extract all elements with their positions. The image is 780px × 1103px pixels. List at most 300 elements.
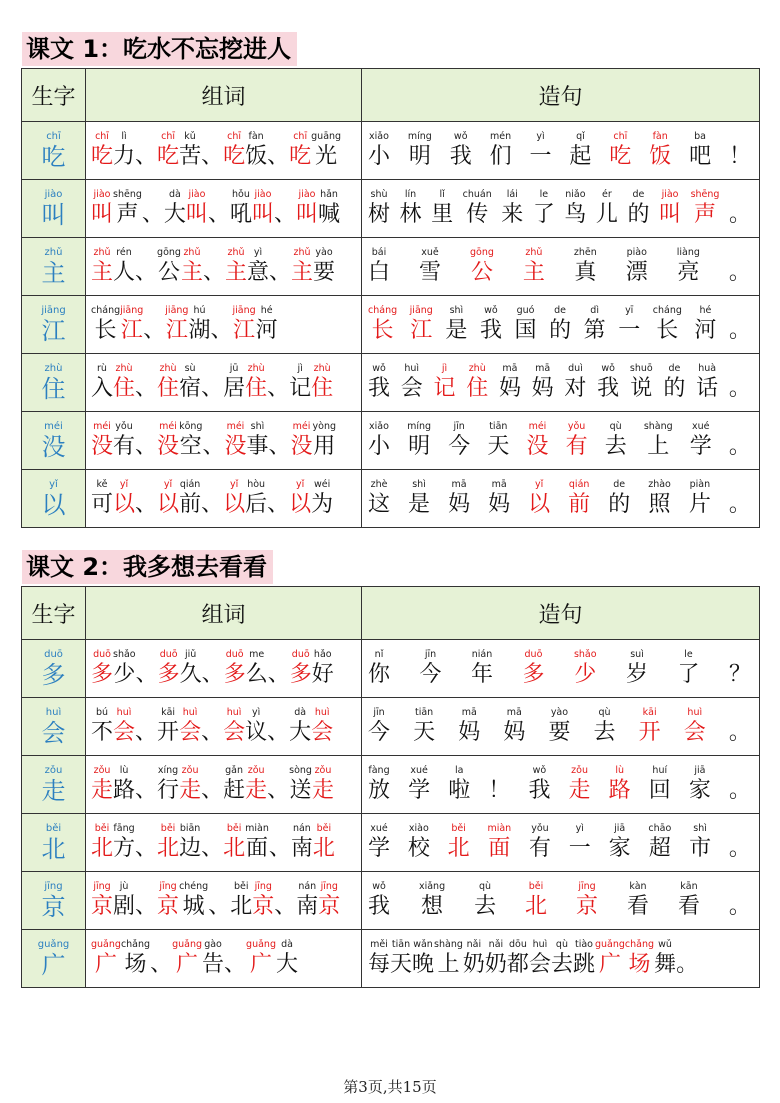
hanzi: 方 (113, 835, 136, 861)
hanzi: 、 (274, 893, 297, 919)
sent-syllable (548, 707, 570, 747)
pinyin: qù (598, 706, 611, 718)
pinyin: wǒ (372, 362, 386, 374)
words-syllable (157, 823, 179, 863)
hanzi: 第 (583, 317, 606, 343)
pinyin: nián (471, 648, 493, 660)
hanzi: 天 (390, 951, 413, 977)
char-pinyin: duō (44, 649, 63, 660)
words-syllable (113, 765, 135, 805)
pinyin: guǎng (172, 938, 203, 950)
hanzi: 、 (201, 491, 224, 517)
hanzi: 事 (246, 433, 269, 459)
words-syllable (179, 421, 202, 461)
words-syllable (223, 765, 245, 805)
pinyin: wǒ (532, 764, 547, 776)
hanzi: 要 (548, 719, 571, 745)
hanzi: 河 (255, 317, 278, 343)
sent-syllable (419, 649, 441, 689)
hanzi: 前 (568, 491, 591, 517)
pinyin: nán (292, 822, 311, 834)
pinyin: suì (630, 648, 644, 660)
words-syllable (181, 247, 203, 287)
words-syllable (135, 247, 157, 287)
sentence-cell (362, 872, 760, 930)
hanzi: 为 (311, 491, 334, 517)
hanzi: 大 (163, 201, 186, 227)
hanzi: 会 (179, 719, 202, 745)
char-pinyin: guǎng (37, 939, 70, 950)
hanzi: 住 (245, 375, 268, 401)
words-syllable (113, 707, 135, 747)
hanzi: 住 (311, 375, 334, 401)
pinyin: yì (251, 706, 261, 718)
pinyin: běi (226, 822, 242, 834)
hanzi: 后 (245, 491, 268, 517)
pinyin: běi (316, 822, 332, 834)
sent-syllable (466, 363, 488, 403)
sent-syllable (654, 939, 676, 979)
table-row (22, 930, 760, 988)
pinyin: mén (490, 130, 512, 142)
sent-syllable (532, 363, 554, 403)
words-syllable (252, 881, 274, 921)
pinyin: guāng (311, 130, 342, 142)
words-syllable (247, 247, 269, 287)
hanzi: 宿 (179, 375, 202, 401)
sent-syllable (663, 363, 685, 403)
hanzi: 主 (291, 259, 314, 285)
sent-syllable (490, 131, 512, 171)
sent-syllable (689, 765, 711, 805)
page-footer: 第3页,共15页 (343, 1078, 437, 1096)
header-words: 组词 (86, 587, 362, 640)
hanzi: 、 (201, 143, 224, 169)
hanzi: 记 (289, 375, 312, 401)
pinyin: ba (694, 130, 706, 142)
sent-syllable (526, 421, 548, 461)
pinyin: hǎn (320, 188, 338, 200)
sent-syllable (368, 305, 397, 345)
char-cell (22, 354, 86, 412)
char-cell (22, 930, 86, 988)
char-pinyin: yǐ (49, 479, 58, 490)
sent-syllable (433, 363, 455, 403)
words-syllable (179, 765, 201, 805)
words-syllable (150, 939, 172, 979)
hanzi: 今 (448, 433, 471, 459)
hanzi: 的 (549, 317, 572, 343)
pinyin: jù (119, 880, 129, 892)
hanzi: 每 (368, 951, 391, 977)
words-syllable (164, 189, 186, 229)
hanzi: 路 (608, 777, 631, 803)
words-syllable (313, 823, 335, 863)
pinyin: fàng (368, 764, 390, 776)
pinyin: zhēn (573, 246, 597, 258)
words-syllable (232, 305, 255, 345)
words-syllable (157, 247, 181, 287)
hanzi: 北 (157, 835, 180, 861)
hanzi: 送 (289, 777, 312, 803)
hanzi: 剧 (113, 893, 136, 919)
hanzi: 空 (179, 433, 202, 459)
pinyin: bú (95, 706, 109, 718)
pinyin: zhù (468, 362, 486, 374)
char-pinyin: chī (46, 131, 61, 142)
char-pinyin: jiào (44, 189, 63, 200)
words-syllable (91, 823, 113, 863)
pinyin: jīng (320, 880, 338, 892)
hanzi: 去 (604, 433, 627, 459)
pinyin: tiān (391, 938, 411, 950)
words-syllable (135, 131, 157, 171)
words-syllable (274, 189, 296, 229)
pinyin: tiào (574, 938, 593, 950)
hanzi: 少 (574, 661, 597, 687)
hanzi: 奶 (462, 951, 485, 977)
words-syllable (296, 881, 318, 921)
pinyin: qián (179, 478, 201, 490)
pinyin: chī (227, 130, 242, 142)
hanzi: 、 (135, 893, 158, 919)
hanzi: 主 (91, 259, 114, 285)
hanzi: 。 (728, 201, 751, 227)
char-hanzi: 住 (41, 375, 66, 403)
words-syllable (245, 363, 267, 403)
pinyin: le (684, 648, 693, 660)
hanzi: 么 (245, 661, 268, 687)
hanzi: 、 (201, 661, 224, 687)
char-cell (22, 872, 86, 930)
words-syllable (113, 881, 135, 921)
words-syllable (179, 707, 201, 747)
hanzi: 我 (528, 777, 551, 803)
words-syllable (202, 421, 224, 461)
words-cell (86, 296, 362, 354)
sent-syllable (574, 247, 597, 287)
hanzi: 、 (135, 143, 158, 169)
hanzi: 、 (135, 835, 158, 861)
sent-syllable (729, 881, 751, 921)
hanzi: 树 (368, 201, 391, 227)
pinyin: shì (250, 420, 265, 432)
sent-syllable (408, 823, 430, 863)
char-pinyin: zhǔ (44, 247, 63, 258)
pinyin: jīng (93, 880, 111, 892)
hanzi: 回 (648, 777, 671, 803)
hanzi: 的 (608, 491, 631, 517)
hanzi: 国 (514, 317, 537, 343)
sent-syllable (573, 939, 595, 979)
pinyin: wéi (314, 478, 331, 490)
words-syllable (291, 247, 313, 287)
pinyin: yào (315, 246, 333, 258)
pinyin: xiǎo (369, 420, 389, 432)
hanzi: 的 (663, 375, 686, 401)
hanzi: 晚 (412, 951, 435, 977)
words-syllable (291, 421, 313, 461)
hanzi: 没 (224, 433, 247, 459)
char-pinyin: zhù (44, 363, 63, 374)
hanzi: 饭 (649, 143, 672, 169)
hanzi: 都 (506, 951, 529, 977)
sent-syllable (448, 479, 470, 519)
sentence-cell (362, 814, 760, 872)
hanzi: 是 (408, 491, 431, 517)
words-syllable (224, 649, 246, 689)
pinyin: rù (97, 362, 107, 374)
sent-syllable (569, 765, 591, 805)
pinyin: nǎi (466, 938, 482, 950)
hanzi: 小 (368, 433, 391, 459)
hanzi: 、 (267, 491, 290, 517)
hanzi: 吃 (91, 143, 114, 169)
words-syllable (208, 881, 230, 921)
words-syllable (252, 189, 274, 229)
hanzi: 、 (202, 433, 225, 459)
sent-syllable (431, 189, 453, 229)
hanzi: 赶 (223, 777, 246, 803)
hanzi: 河 (694, 317, 717, 343)
hanzi: 开 (638, 719, 661, 745)
words-cell (86, 814, 362, 872)
pinyin: rén (116, 246, 132, 258)
sent-syllable (408, 131, 432, 171)
words-syllable (113, 649, 136, 689)
sent-syllable (480, 305, 502, 345)
char-hanzi: 吃 (41, 143, 66, 171)
pinyin: wǒ (453, 130, 468, 142)
sent-syllable (729, 305, 751, 345)
hanzi: 大 (289, 719, 312, 745)
pinyin: yǒu (531, 822, 549, 834)
pinyin: jū (229, 362, 239, 374)
char-pinyin: méi (44, 421, 63, 432)
pinyin: mā (535, 362, 551, 374)
sent-syllable (529, 939, 551, 979)
sent-syllable (408, 765, 430, 805)
hanzi: 走 (311, 777, 334, 803)
words-syllable (269, 247, 291, 287)
words-syllable (91, 479, 113, 519)
pinyin: huì (314, 706, 330, 718)
words-syllable (256, 305, 278, 345)
pinyin: fàn (652, 130, 668, 142)
words-syllable (179, 479, 201, 519)
pinyin: cháng (368, 304, 398, 316)
sentence-cell (362, 640, 760, 698)
sent-syllable (597, 363, 619, 403)
hanzi: 、 (267, 375, 290, 401)
hanzi: 以 (289, 491, 312, 517)
words-syllable (180, 649, 202, 689)
words-syllable (268, 421, 290, 461)
words-syllable (91, 649, 113, 689)
hanzi: 、 (267, 719, 290, 745)
words-syllable (201, 765, 223, 805)
words-syllable (113, 189, 142, 229)
pinyin: yì (536, 130, 545, 142)
hanzi: 妈 (488, 491, 511, 517)
hanzi: 、 (210, 317, 233, 343)
hanzi: 儿 (595, 201, 618, 227)
char-cell (22, 698, 86, 756)
table-row (22, 756, 760, 814)
pinyin: jiāng (165, 304, 189, 316)
pinyin: yǐ (535, 478, 544, 490)
words-syllable (188, 305, 210, 345)
words-syllable (91, 881, 113, 921)
hanzi: ！ (728, 143, 751, 169)
words-syllable (135, 707, 157, 747)
table-row (22, 470, 760, 528)
pinyin: hǎo (313, 648, 332, 660)
sent-syllable (419, 247, 441, 287)
hanzi: 江 (410, 317, 433, 343)
words-syllable (142, 189, 164, 229)
hanzi: 上 (647, 433, 670, 459)
pinyin: gào (204, 938, 222, 950)
hanzi: 京 (318, 893, 341, 919)
hanzi: 、 (207, 201, 230, 227)
hanzi: 住 (113, 375, 136, 401)
sent-syllable (434, 939, 463, 979)
sent-syllable (368, 765, 390, 805)
pinyin: zhǔ (93, 246, 111, 258)
hanzi: 、 (273, 201, 296, 227)
words-syllable (267, 363, 289, 403)
words-syllable (268, 649, 290, 689)
hanzi: 广 (176, 951, 199, 977)
hanzi: 用 (313, 433, 336, 459)
words-syllable (210, 305, 232, 345)
sent-syllable (529, 823, 551, 863)
pinyin: wǎn (413, 938, 433, 950)
hanzi: 叫 (91, 201, 114, 227)
pinyin: liàng (676, 246, 700, 258)
hanzi: 意 (247, 259, 270, 285)
sent-syllable (626, 649, 648, 689)
hanzi: 市 (689, 835, 712, 861)
words-syllable (223, 479, 245, 519)
sentence-cell (362, 698, 760, 756)
hanzi: 们 (489, 143, 512, 169)
sent-syllable (408, 479, 430, 519)
hanzi: 、 (267, 777, 290, 803)
sent-syllable (368, 247, 390, 287)
sent-syllable (471, 649, 493, 689)
words-syllable (208, 189, 230, 229)
sent-syllable (676, 939, 698, 979)
words-syllable (91, 939, 121, 979)
char-cell (22, 814, 86, 872)
char-hanzi: 京 (41, 893, 66, 921)
hanzi: 走 (91, 777, 114, 803)
words-syllable (230, 881, 252, 921)
pinyin: xíng (157, 764, 179, 776)
pinyin: hòu (247, 478, 266, 490)
pinyin: lín (404, 188, 417, 200)
words-cell (86, 698, 362, 756)
words-syllable (113, 823, 135, 863)
pinyin: qù (479, 880, 492, 892)
sent-syllable (401, 363, 423, 403)
pinyin: qù (609, 420, 622, 432)
hanzi: 力 (113, 143, 136, 169)
words-cell (86, 122, 362, 180)
words-syllable (91, 765, 113, 805)
hanzi: 今 (419, 661, 442, 687)
words-syllable (312, 765, 334, 805)
hanzi: 、 (201, 375, 224, 401)
hanzi: 我 (449, 143, 472, 169)
pinyin: yì (253, 246, 263, 258)
hanzi: ！ (488, 777, 511, 803)
pinyin: zhǔ (293, 246, 311, 258)
sent-syllable (729, 131, 751, 171)
words-syllable (311, 131, 341, 171)
words-syllable (267, 707, 289, 747)
pinyin: chǎng (120, 938, 151, 950)
hanzi: 南 (290, 835, 313, 861)
sent-syllable (400, 189, 422, 229)
pinyin: jiào (661, 188, 679, 200)
hanzi: 路 (113, 777, 136, 803)
words-syllable (91, 363, 113, 403)
hanzi: 。 (728, 375, 751, 401)
words-cell (86, 354, 362, 412)
pinyin: dōu (508, 938, 527, 950)
hanzi: 大 (275, 951, 298, 977)
char-pinyin: zǒu (44, 765, 63, 776)
pinyin: shuō (629, 362, 653, 374)
hanzi: 、 (135, 491, 158, 517)
pinyin: chuán (462, 188, 492, 200)
sentence-cell (362, 122, 760, 180)
pinyin: méi (93, 420, 111, 432)
table-row (22, 814, 760, 872)
char-hanzi: 江 (41, 317, 66, 345)
sent-syllable (566, 421, 588, 461)
pinyin: huì (404, 362, 420, 374)
pinyin: huà (698, 362, 717, 374)
hanzi: 北 (91, 835, 114, 861)
hanzi: 学 (368, 835, 391, 861)
pinyin: jiāng (232, 304, 256, 316)
sent-syllable (445, 305, 467, 345)
pinyin: lǐ (439, 188, 445, 200)
sent-syllable (568, 479, 590, 519)
pinyin: jīng (159, 880, 177, 892)
words-cell (86, 238, 362, 296)
sent-syllable (515, 305, 537, 345)
hanzi: 有 (565, 433, 588, 459)
hanzi: 主 (522, 259, 545, 285)
pinyin: wǒ (372, 880, 386, 892)
hanzi: 是 (445, 317, 468, 343)
hanzi: 。 (728, 259, 751, 285)
sent-syllable (649, 765, 671, 805)
pinyin: kān (680, 880, 698, 892)
hanzi: 学 (689, 433, 712, 459)
hanzi: 、 (224, 951, 247, 977)
hanzi: 、 (267, 143, 290, 169)
char-hanzi: 多 (41, 661, 66, 689)
hanzi: 住 (466, 375, 489, 401)
pinyin: nǐ (374, 648, 384, 660)
hanzi: 走 (179, 777, 202, 803)
